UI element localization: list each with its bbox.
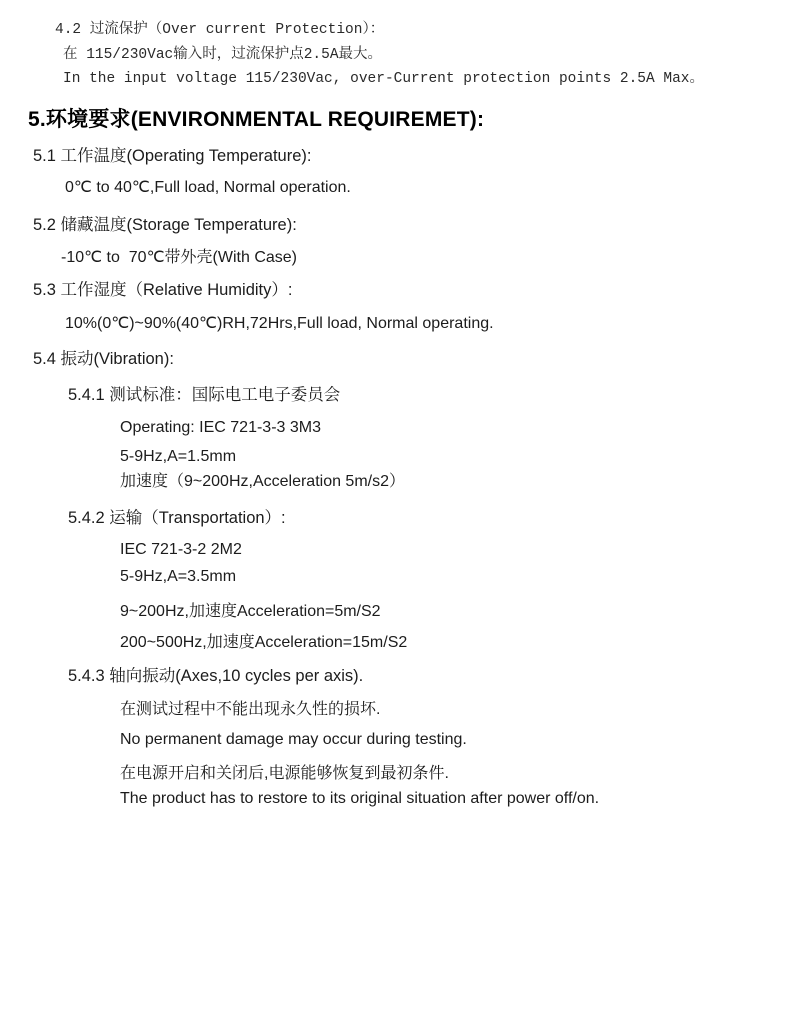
section-5-4-3-p2-chinese: 在电源开启和关闭后,电源能够恢复到最初条件. xyxy=(120,765,449,782)
section-5-2-body: -10℃ to 70℃带外壳(With Case) xyxy=(61,249,297,266)
section-5-heading: 5.环境要求(ENVIRONMENTAL REQUIREMET): xyxy=(28,108,485,131)
section-5-4-1-line: Operating: IEC 721-3-3 3M3 xyxy=(120,419,321,436)
section-5-3-body: 10%(0℃)~90%(40℃)RH,72Hrs,Full load, Normal operating. xyxy=(65,315,494,332)
section-5-4-3-p1-chinese: 在测试过程中不能出现永久性的损坏. xyxy=(120,701,381,718)
section-5-4-title: 5.4 振动(Vibration): xyxy=(33,350,174,368)
section-5-2-title: 5.2 储藏温度(Storage Temperature): xyxy=(33,216,297,234)
section-5-4-1-line: 加速度（9~200Hz,Acceleration 5m/s2） xyxy=(120,473,406,490)
section-4-2-line-english: In the input voltage 115/230Vac, over-Current protection points 2.5A Max。 xyxy=(63,71,705,87)
section-5-1-title: 5.1 工作温度(Operating Temperature): xyxy=(33,147,312,165)
section-5-4-2-line: 200~500Hz,加速度Acceleration=15m/S2 xyxy=(120,634,408,651)
section-5-3-title: 5.3 工作湿度（Relative Humidity）: xyxy=(33,281,293,299)
section-5-4-3-p1-english: No permanent damage may occur during testing. xyxy=(120,731,467,748)
section-4-2-title: 4.2 过流保护（Over current Protection）： xyxy=(55,22,385,38)
section-4-2-line-chinese: 在 115/230Vac输入时，过流保护点2.5A最大。 xyxy=(63,47,383,63)
section-5-4-3-p2-english: The product has to restore to its original situation after power off/on. xyxy=(120,790,600,807)
section-5-4-1-line: 5-9Hz,A=1.5mm xyxy=(120,448,237,465)
section-5-4-3-title: 5.4.3 轴向振动(Axes,10 cycles per axis). xyxy=(68,667,364,685)
section-5-4-2-line: 5-9Hz,A=3.5mm xyxy=(120,568,237,585)
section-5-4-2-line: IEC 721-3-2 2M2 xyxy=(120,541,242,558)
section-5-4-2-line: 9~200Hz,加速度Acceleration=5m/S2 xyxy=(120,603,381,620)
section-5-1-body: 0℃ to 40℃,Full load, Normal operation. xyxy=(65,179,351,196)
section-5-4-2-title: 5.4.2 运输（Transportation）: xyxy=(68,509,286,527)
section-5-4-1-title: 5.4.1 测试标准：国际电工电子委员会 xyxy=(68,386,341,404)
